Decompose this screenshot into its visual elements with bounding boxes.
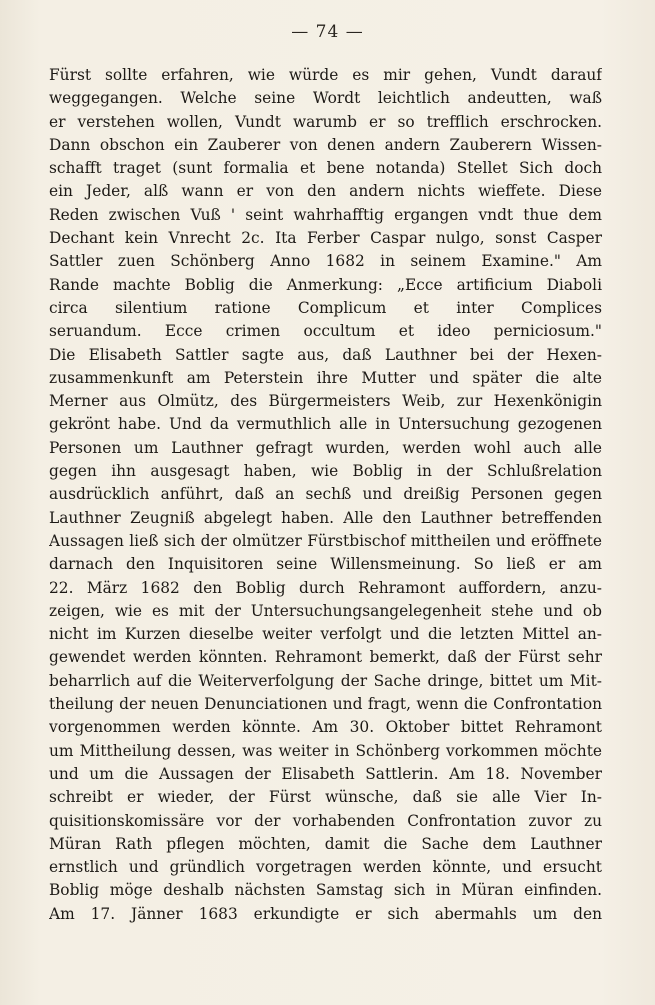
- body-text: [49, 64, 602, 926]
- text-line: Fürst sollte erfahren, wie würde es mir gehen, Vundt darauf: [49, 66, 602, 84]
- page-number: — 74 —: [291, 22, 364, 42]
- text-line: er verstehen wollen, Vundt warumb er so trefflich erschrocken.: [49, 112, 602, 131]
- text-line: gekrönt habe. Und da vermuthlich alle in Untersuchung gezogenen: [49, 415, 602, 434]
- text-line: und um die Aussagen der Elisabeth Sattlerin. Am 18. November: [49, 764, 602, 783]
- text-line: schreibt er wieder, der Fürst wünsche, daß sie alle Vier In-: [49, 788, 602, 807]
- text-line: ernstlich und gründlich vorgetragen werden könnte, und ersucht: [49, 858, 602, 877]
- text-line: gegen ihn ausgesagt haben, wie Boblig in der Schlußrelation: [49, 462, 602, 481]
- text-line: zusammenkunft am Peterstein ihre Mutter und später die alte: [49, 368, 602, 387]
- text-line: Personen um Lauthner gefragt wurden, werden wohl auch alle: [49, 438, 602, 457]
- text-line: Boblig möge deshalb nächsten Samstag sich in Müran einfinden.: [49, 881, 602, 900]
- text-line: ausdrücklich anführt, daß an sechß und dreißig Personen gegen: [49, 485, 602, 504]
- text-line: gewendet werden könnten. Rehramont bemerkt, daß der Fürst sehr: [49, 648, 602, 667]
- text-line: Die Elisabeth Sattler sagte aus, daß Lauthner bei der Hexen-: [49, 345, 602, 364]
- text-line: weggegangen. Welche seine Wordt leichtlich andeutten, waß: [49, 89, 602, 108]
- text-line: seruandum. Ecce crimen occultum et ideo perniciosum.": [49, 322, 602, 341]
- text-line: darnach den Inquisitoren seine Willensmeinung. So ließ er am: [49, 555, 602, 574]
- text-line: Aussagen ließ sich der olmützer Fürstbischof mittheilen und eröffnete: [49, 531, 602, 550]
- text-line: Dechant kein Vnrecht 2c. Ita Ferber Caspar nulgo, sonst Casper: [49, 229, 602, 248]
- text-line: 22. März 1682 den Boblig durch Rehramont auffordern, anzu-: [49, 578, 602, 597]
- text-line: Am 17. Jänner 1683 erkundigte er sich abermahls um den: [49, 904, 602, 923]
- text-line: quisitionskomissäre vor der vorhabenden Confrontation zuvor zu: [49, 811, 602, 830]
- text-line: Lauthner Zeugniß abgelegt haben. Alle den Lauthner betreffenden: [49, 508, 602, 527]
- text-line: schafft traget (sunt formalia et bene notanda) Stellet Sich doch: [49, 159, 602, 178]
- text-line: Reden zwischen Vuß ' seint wahrhafftig ergangen vndt thue dem: [49, 205, 602, 224]
- text-line: Rande machte Boblig die Anmerkung: „Ecce artificium Diaboli: [49, 275, 602, 294]
- text-line: Dann obschon ein Zauberer von denen andern Zauberern Wissen-: [49, 135, 602, 154]
- text-line: zeigen, wie es mit der Untersuchungsangelegenheit stehe und ob: [49, 601, 602, 620]
- text-line: ein Jeder, alß wann er von den andern nichts wieffete. Diese: [49, 182, 602, 201]
- text-line: Sattler zuen Schönberg Anno 1682 in seinem Examine." Am: [49, 252, 602, 271]
- text-line: circa silentium ratione Complicum et inter Complices: [49, 298, 602, 317]
- text-line: vorgenommen werden könnte. Am 30. Oktober bittet Rehramont: [49, 718, 602, 737]
- text-line: Müran Rath pflegen möchten, damit die Sache dem Lauthner: [49, 834, 602, 853]
- text-line: Merner aus Olmütz, des Bürgermeisters Weib, zur Hexenkönigin: [49, 392, 602, 411]
- text-line: um Mittheilung dessen, was weiter in Schönberg vorkommen möchte: [49, 741, 602, 760]
- text-line: theilung der neuen Denunciationen und fragt, wenn die Confrontation: [49, 695, 602, 714]
- text-line: nicht im Kurzen dieselbe weiter verfolgt und die letzten Mittel an-: [49, 625, 602, 644]
- text-line: beharrlich auf die Weiterverfolgung der Sache dringe, bittet um Mit-: [49, 671, 602, 690]
